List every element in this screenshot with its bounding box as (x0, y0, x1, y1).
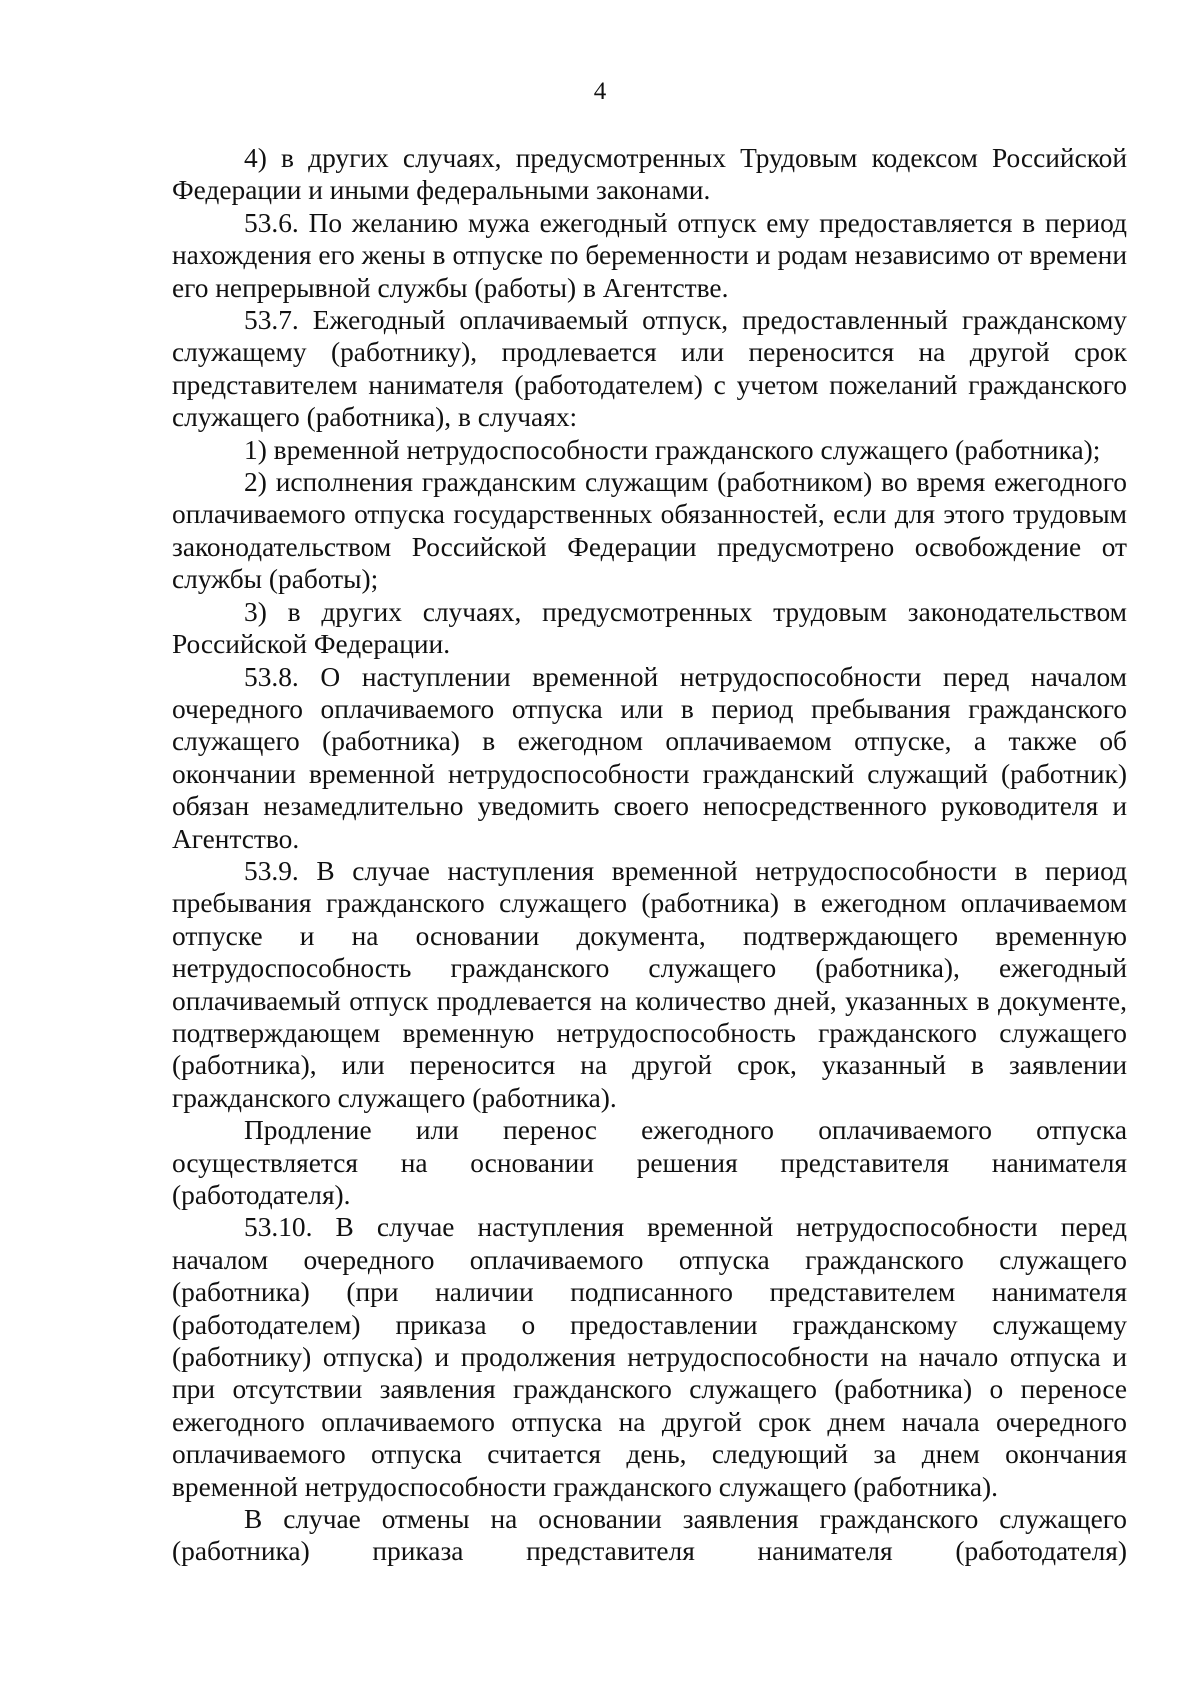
paragraph-extension: Продление или перенос ежегодного оплачиваемого отпуска осуществляется на основании решения представителя нанимателя (работодателя). (172, 1115, 1127, 1210)
paragraph-53-8: 53.8. О наступлении временной нетрудоспособности перед началом очередного оплачиваемого отпуска или в период пребывания гражданского служащего (работника) в ежегодном оплачиваемом отпуске, а также об окончании временной нетрудоспособности гражданский служащий (работник) обязан незамедлительно уведомить своего непосредственного руководителя и Агентство. (172, 661, 1127, 854)
paragraph-53-6: 53.6. По желанию мужа ежегодный отпуск ему предоставляется в период нахождения его жены в отпуске по беременности и родам независимо от времени его непрерывной службы (работы) в Агентстве. (172, 207, 1127, 303)
paragraph-item-4: 4) в других случаях, предусмотренных Трудовым кодексом Российской Федерации и иными федеральными законами. (172, 143, 1127, 206)
paragraph-53-9: 53.9. В случае наступления временной нетрудоспособности в период пребывания гражданского служащего (работника) в ежегодном оплачиваемом отпуске и на основании документа, подтверждающего временную нетрудоспособность гражданского служащего (работника), ежегодный оплачиваемый отпуск продлевается на количество дней, указанных в документе, подтверждающем временную нетрудоспособность гражданского служащего (работника), или переносится на другой срок, указанный в заявлении гражданского служащего (работника). (172, 855, 1127, 1113)
paragraph-53-7-item-3: 3) в других случаях, предусмотренных трудовым законодательством Российской Федерации. (172, 596, 1127, 660)
paragraph-53-7-item-2: 2) исполнения гражданским служащим (работником) во время ежегодного оплачиваемого отпуска государственных обязанностей, если для этого трудовым законодательством Российской Федерации предусмотрено освобождение от службы (работы); (172, 467, 1127, 595)
paragraph-53-10: 53.10. В случае наступления временной нетрудоспособности перед началом очередного оплачиваемого отпуска гражданского служащего (работника) (при наличии подписанного представителем нанимателя (работодателем) приказа о предоставлении гражданскому служащему (работнику) отпуска) и продолжения нетрудоспособности на начало отпуска и при отсутствии заявления гражданского служащего (работника) о переносе ежегодного оплачиваемого отпуска на другой срок днем начала очередного оплачиваемого отпуска считается день, следующий за днем окончания временной нетрудоспособности гражданского служащего (работника). (172, 1212, 1127, 1502)
page-number: 4 (593, 78, 607, 105)
paragraph-53-7-item-1: 1) временной нетрудоспособности гражданского служащего (работника); (244, 434, 1101, 465)
document-body (172, 142, 1127, 1568)
paragraph-cancellation: В случае отмены на основании заявления гражданского служащего (работника) приказа представителя нанимателя (работодателя) (172, 1504, 1127, 1567)
paragraph-53-7: 53.7. Ежегодный оплачиваемый отпуск, предоставленный гражданскому служащему (работнику), продлевается или переносится на другой срок представителем нанимателя (работодателем) с учетом пожеланий гражданского служащего (работника), в случаях: (172, 305, 1127, 433)
